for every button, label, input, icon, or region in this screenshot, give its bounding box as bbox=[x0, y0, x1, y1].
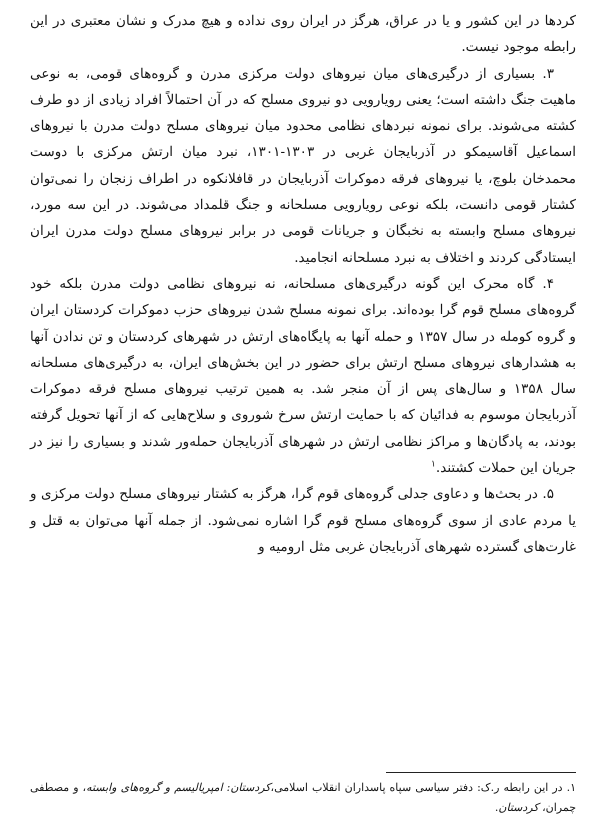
footnote bbox=[30, 778, 576, 818]
paragraph-continuation: کردها در این کشور و یا در عراق، هرگز در ایران روی نداده و هیچ مدرک و نشان معتبری در این رابطه موجود نیست. bbox=[30, 13, 576, 56]
paragraph-3: ۳. بسیاری از درگیری‌های میان نیروهای دولت مرکزی مدرن و گروه‌های قومی، به نوعی ماهیت جنگ داشته است؛ یعنی رویارویی دو نیروی مسلح که در آن احتمالاً افراد زیادی از دو طرف کشته می‌شوند. برای نمونه نبردهای نظامی محدود میان نیروهای مسلح دولت مدرن با نیروهای اسماعیل آقاسیمکو در آذربایجان غربی در ۱۳۰۳-۱۳۰۱، نبرد میان ارتش مرکزی با دوست محمدخان بلوچ، یا نیروهای فرقه دموکرات آذربایجان در قافلانکوه در اطراف زنجان را نمی‌توان کشتار قومی دانست، بلکه نوعی رویارویی مسلحانه و جنگ قلمداد می‌شوند. در این سه مورد، نیروهای مسلح وابسته به نخبگان و جریانات قومی در برابر نیروهای مسلح دولت مدرن ایران ایستادگی کردند و اختلاف به نبرد مسلحانه انجامید. bbox=[30, 65, 576, 266]
footnote-title: کردستان: امپریالیسم و گروه‌های وابسته bbox=[86, 781, 271, 794]
paragraph-4 bbox=[30, 271, 576, 481]
paragraph-4-text: ۴. گاه محرک این گونه درگیری‌های مسلحانه، نه نیروهای نظامی دولت مدرن بلکه خود گروه‌های مسلح قوم گرا بوده‌اند. برای نمونه مسلح شدن نیروهای حزب دموکرات کردستان ایران و گروه کومله در سال ۱۳۵۷ و حمله آنها به پایگاه‌های ارتش در شهرهای کردستان و تن ندادن آنها به هشدارهای نیروهای مسلح ارتش برای حضور در این بخش‌های ایران، به درگیری‌های مسلحانه سال ۱۳۵۸ و سال‌های پس از آن منجر شد. به همین ترتیب نیروهای مسلح فرقه دموکرات آذربایجان موسوم به فدائیان که با حمایت ارتش سرخ شوروی و سلاح‌هایی که از آنها تحویل گرفته بودند، به پادگان‌ها و مراکز نظامی ارتش در شهرهای آذربایجان حمله‌ور شدند و بسیاری را نیز در جریان این حملات کشتند. bbox=[30, 275, 576, 477]
footnote-middle: ، و مصطفی چمران، bbox=[30, 781, 576, 814]
paragraph-5: ۵. در بحث‌ها و دعاوی جدلی گروه‌های قوم گرا، هرگز به کشتار نیروهای مسلح دولت مرکزی و یا مردم عادی از سوی گروه‌های مسلح قوم گرا اشاره نمی‌شود. از جمله آنها می‌توان به قتل و غارت‌های گسترده شهرهای آذربایجان غربی مثل ارومیه و bbox=[30, 486, 576, 555]
footnote-divider bbox=[386, 772, 576, 773]
footnote-book: کردستان bbox=[498, 801, 539, 814]
document-page bbox=[30, 8, 576, 823]
body-text bbox=[30, 8, 576, 560]
footnote-suffix: . bbox=[494, 801, 499, 814]
footnote-prefix: ۱. در این رابطه ر.ک: دفتر سیاسی سپاه پاسداران انقلاب اسلامی، bbox=[270, 781, 576, 794]
footnote-reference: ۱ bbox=[431, 459, 436, 470]
